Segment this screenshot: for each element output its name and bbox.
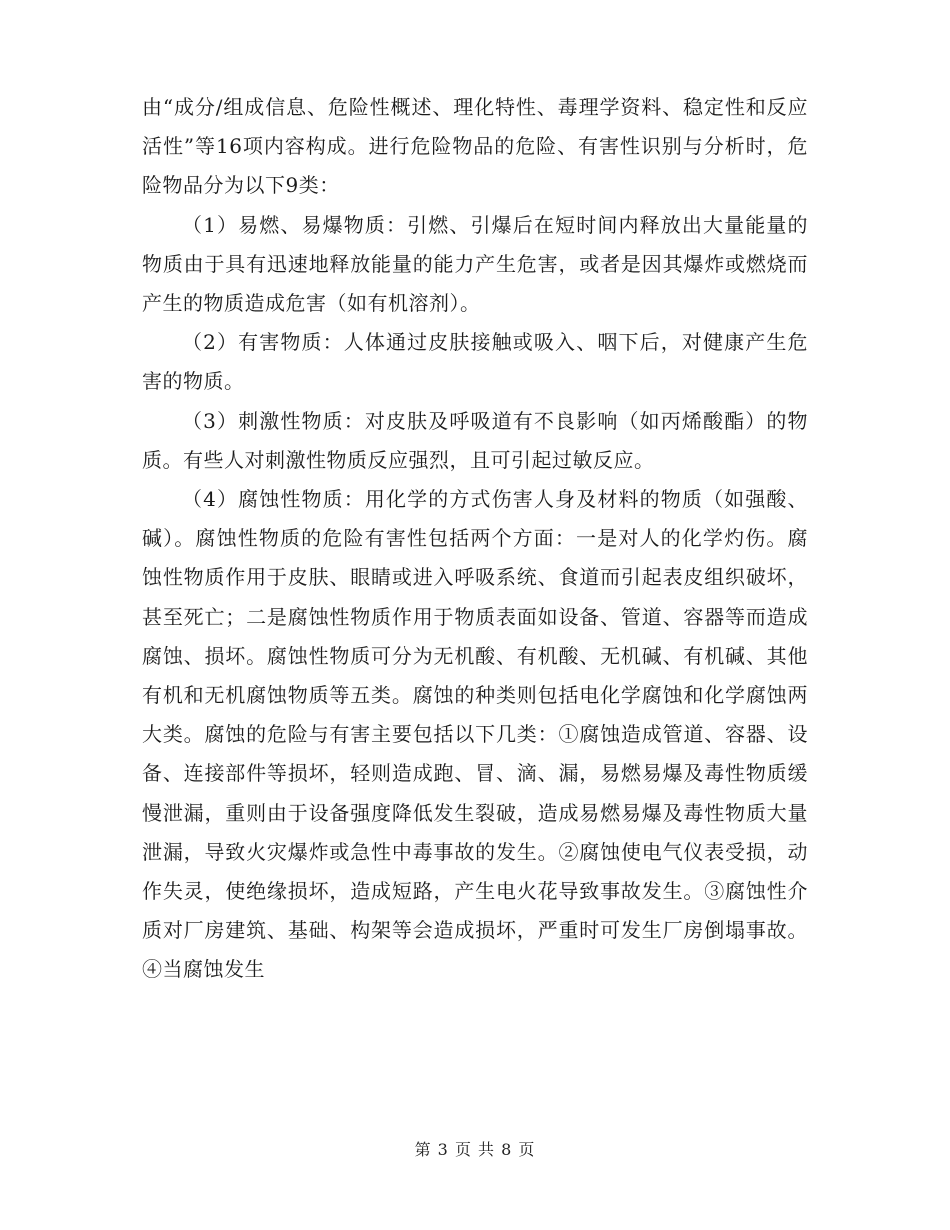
paragraph-item-1: （1）易燃、易爆物质：引燃、引爆后在短时间内释放出大量能量的物质由于具有迅速地释放能量的能力产生危害，或者是因其爆炸或燃烧而产生的物质造成危害（如有机溶剂）。	[142, 212, 808, 316]
footer-total-pages: 8	[501, 1140, 513, 1159]
paragraph-item-4: （4）腐蚀性物质：用化学的方式伤害人身及材料的物质（如强酸、碱）。腐蚀性物质的危险有害性包括两个方面：一是对人的化学灼伤。腐蚀性物质作用于皮肤、眼睛或进入呼吸系统、食道而引起表皮组织破坏，甚至死亡；二是腐蚀性物质作用于物质表面如设备、管道、容器等而造成腐蚀、损坏。腐蚀性物质可分为无机酸、有机酸、无机碱、有机碱、其他有机和无机腐蚀物质等五类。腐蚀的种类则包括电化学腐蚀和化学腐蚀两大类。腐蚀的危险与有害主要包括以下几类：①腐蚀造成管道、容器、设备、连接部件等损坏，轻则造成跑、冒、滴、漏，易燃易爆及毒性物质缓慢泄漏，重则由于设备强度降低发生裂破，造成易燃易爆及毒性物质大量泄漏，导致火灾爆炸或急性中毒事故的发生。②腐蚀使电气仪表受损，动作失灵，使绝缘损坏，造成短路，产生电火花导致事故发生。③腐蚀性介质对厂房建筑、基础、构架等会造成损坏，严重时可发生厂房倒塌事故。④当腐蚀发生	[142, 487, 808, 982]
paragraph-item-3: （3）刺激性物质：对皮肤及呼吸道有不良影响（如丙烯酸酯）的物质。有些人对刺激性物质反应强烈，且可引起过敏反应。	[142, 408, 808, 472]
footer-suffix: 页	[518, 1140, 536, 1159]
document-body	[142, 88, 808, 990]
footer-middle: 页 共	[454, 1140, 496, 1159]
footer-prefix: 第	[414, 1140, 432, 1159]
page-footer	[0, 1137, 950, 1160]
footer-current-page: 3	[437, 1140, 449, 1159]
paragraph-intro: 由“成分/组成信息、危险性概述、理化特性、毒理学资料、稳定性和反应活性”等16项内容构成。进行危险物品的危险、有害性识别与分析时，危险物品分为以下9类：	[142, 95, 808, 198]
paragraph-item-2: （2）有害物质：人体通过皮肤接触或吸入、咽下后，对健康产生危害的物质。	[142, 330, 808, 394]
